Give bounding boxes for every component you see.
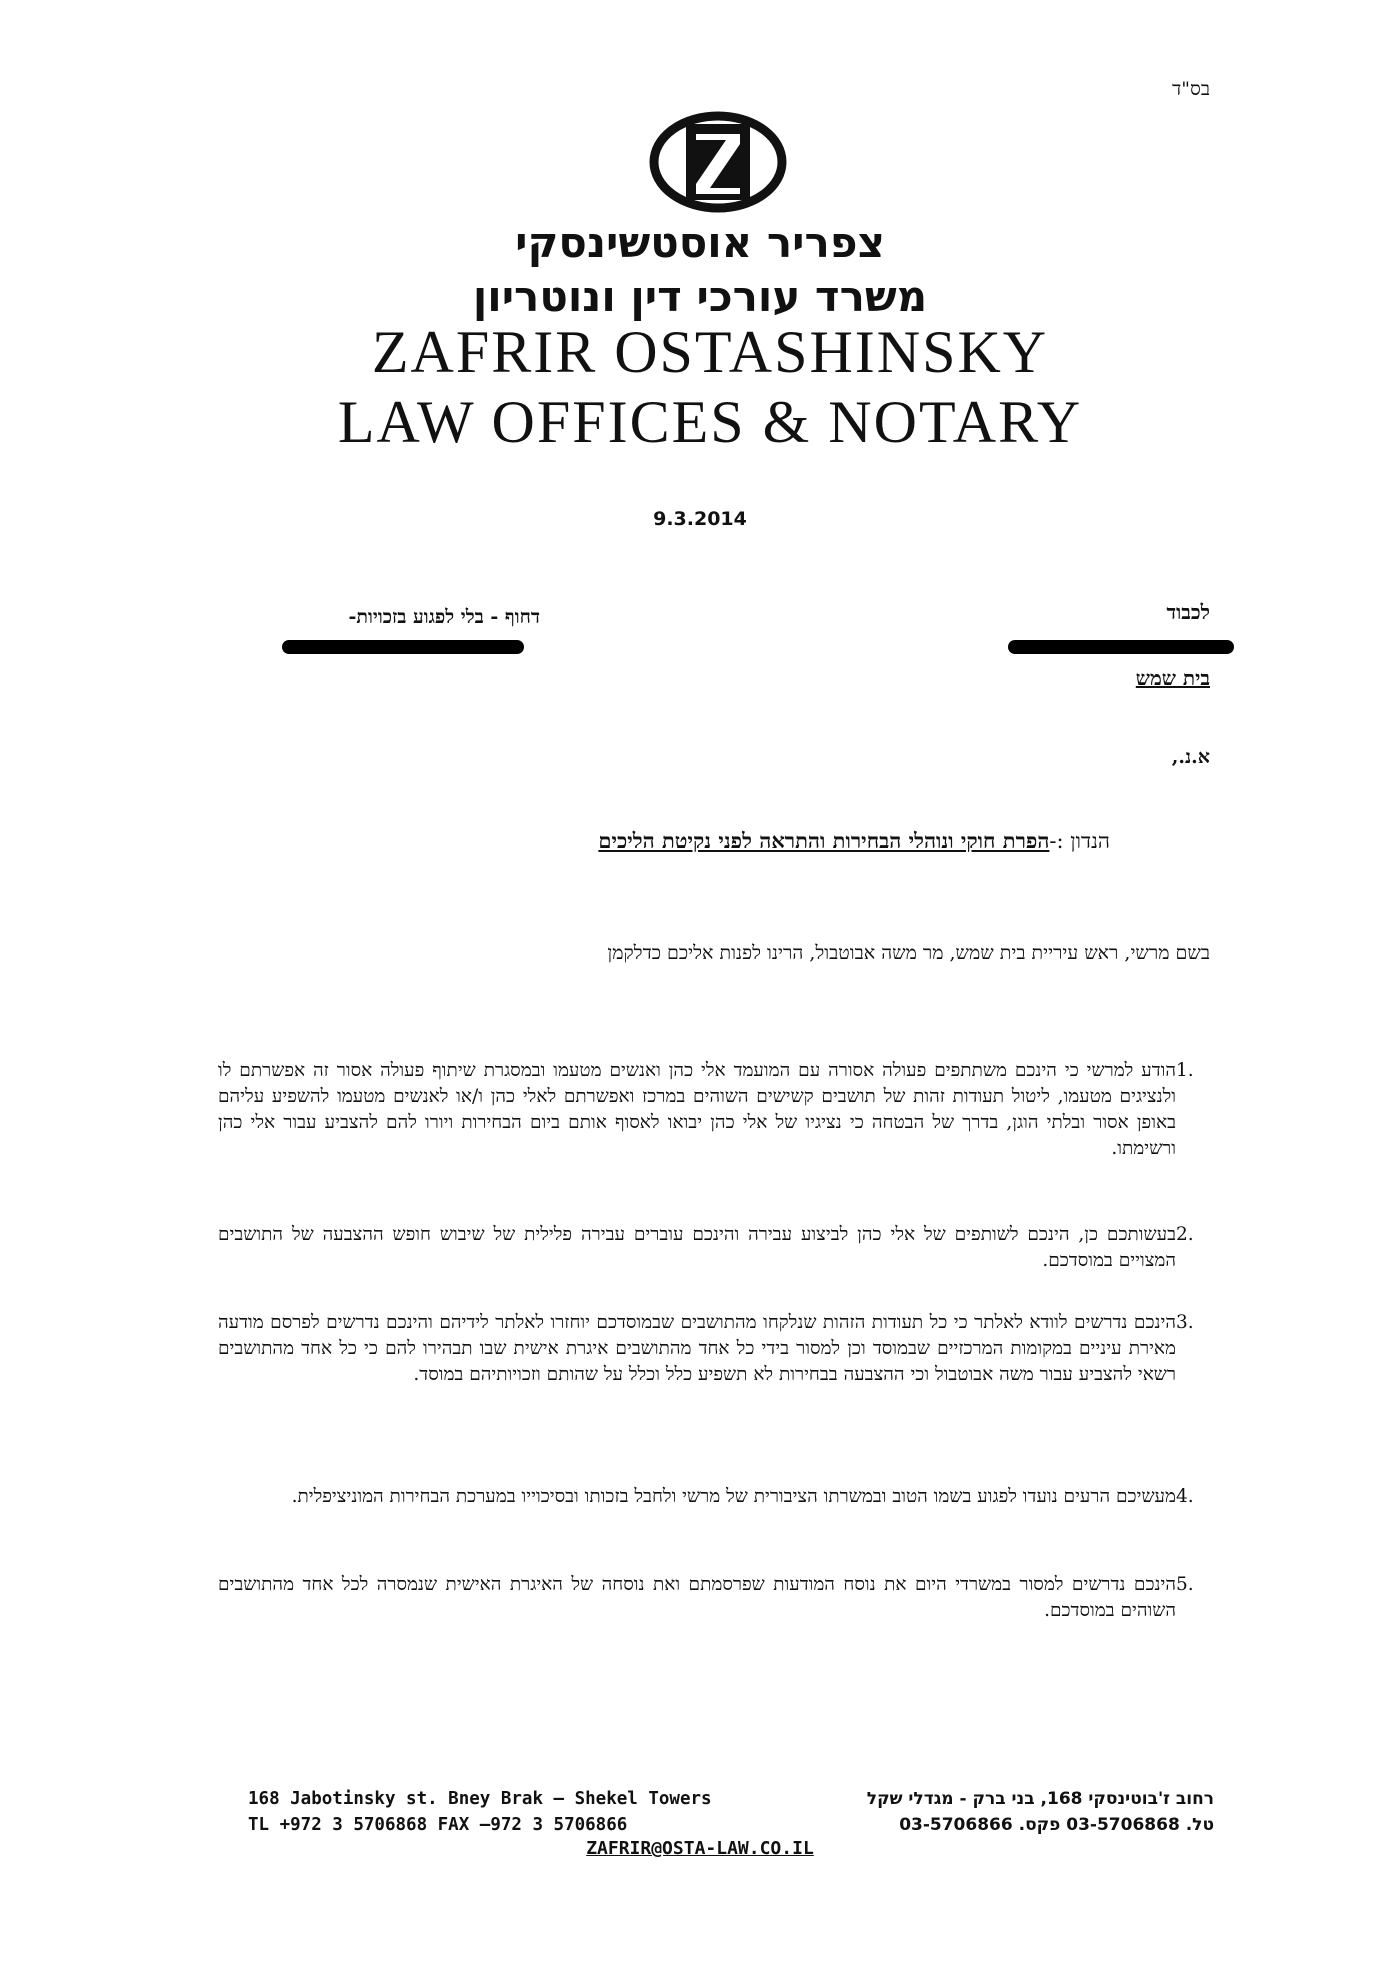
list-item-number: 1. (1176, 1060, 1194, 1081)
list-item-text: בעשותכם כן, הינכם לשותפים של אלי כהן לביצוע עבירה והינכם עוברים עבירה פלילית של שיבוש חופש ההצבעה של התושבים המצויים במוסדכם. (218, 1224, 1176, 1271)
footer-phone-english: TL +972 3 5706868 FAX –972 3 5706866 (248, 1815, 628, 1835)
greeting: א.נ., (1171, 746, 1210, 768)
footer-hebrew (748, 1786, 1214, 1838)
list-item-number: 5. (1176, 1574, 1194, 1595)
list-item (218, 1222, 1218, 1274)
recipient-city: בית שמש (1135, 666, 1210, 690)
footer-email-link[interactable]: ZAFRIR@OSTA-LAW.CO.IL (586, 1838, 814, 1859)
recipient-label: לכבוד (1166, 600, 1210, 624)
footer-english (248, 1786, 748, 1838)
list-item-number: 3. (1176, 1312, 1194, 1333)
urgent-notice: דחוף - בלי לפגוע בזכויות- (348, 606, 540, 628)
list-item (218, 1572, 1218, 1624)
list-item-text: הינכם נדרשים לוודא לאלתר כי כל תעודות הזהות שנלקחו מהתושבים שבמוסדכם יוחזרו לאלתר לידיהם והינכם נדרשים לפרסם מודעה מאירת עיניים במקומות המרכזיים שבמוסד וכן למסור בידי כל אחד מהתושבים איגרת אישית שבו תבהירו להם כי כל אחד מהתושבים רשאי להצביע עבור משה אבוטבול וכי ההצבעה בבחירות לא תשפיע כלל וכלל על שהותם וזכויותיהם במוסד. (218, 1312, 1176, 1385)
list-item-number: 2. (1176, 1224, 1194, 1245)
list-item-text: מעשיכם הרעים נועדו לפגוע בשמו הטוב ובמשרתו הציבורית של מרשי ולחבל בזכותו ובסיכוייו במערכת הבחירות המוניציפלית. (291, 1486, 1176, 1507)
footer-address-english: 168 Jabotinsky st. Bney Brak – Shekel Towers (248, 1789, 712, 1809)
firm-name-english: ZAFRIR OSTASHINSKY (371, 319, 1049, 385)
footer-address-hebrew: רחוב ז'בוטינסקי 168, בני ברק - מגדלי שקל (866, 1789, 1214, 1809)
firm-description-english: LAW OFFICES & NOTARY (337, 389, 1083, 455)
redacted-reference (282, 640, 524, 654)
firm-description-hebrew: משרד עורכי דין ונוטריון (472, 272, 928, 321)
intro-paragraph: בשם מרשי, ראש עיריית בית שמש, מר משה אבוטבול, הרינו לפנות אליכם כדלקמן (607, 942, 1210, 964)
list-item-text: הינכם נדרשים למסור במשרדי היום את נוסח המודעות שפרסמתם ואת נוסחה של האיגרת האישית שנמסרה לכל אחד מהתושבים השוהים במוסדכם. (218, 1574, 1176, 1621)
footer-phone-hebrew: טל. 03-5706868 פקס. 03-5706866 (899, 1815, 1214, 1835)
list-item-number: 4. (1176, 1486, 1194, 1507)
subject-line (300, 828, 1110, 854)
redacted-recipient-name (1008, 640, 1234, 654)
bsd-mark: בס"ד (1172, 78, 1210, 100)
list-item-text: הודע למרשי כי הינכם משתתפים פעולה אסורה עם המועמד אלי כהן ואנשים מטעמו ובמסגרת שיתוף פעולה אסור זה אפשרתם לו ולנציגים מטעמו, ליטול תעודות זהות של תושבים קשישים השוהים במרכז ואפשרתם לאלי כהן ו/או לאנשים מטעמו להשפיע עליהם באופן אסור ובלתי הוגן, בדרך של הבטחה כי נציגיו של אלי כהן יבואו לאסוף אותם ביום הבחירות ויורו להם להצביע עבור אלי כהן ורשימתו. (218, 1060, 1176, 1159)
subject-text: הפרת חוקי ונוהלי הבחירות והתראה לפני נקיטת הליכים (598, 828, 1050, 853)
letter-date: 9.3.2014 (653, 508, 747, 530)
list-item (218, 1058, 1218, 1162)
firm-logo (648, 110, 788, 214)
list-item (218, 1484, 1218, 1510)
firm-name-hebrew: צפריר אוסטשינסקי (515, 218, 885, 267)
list-item (218, 1310, 1218, 1388)
subject-label: הנדון :- (1049, 829, 1110, 853)
